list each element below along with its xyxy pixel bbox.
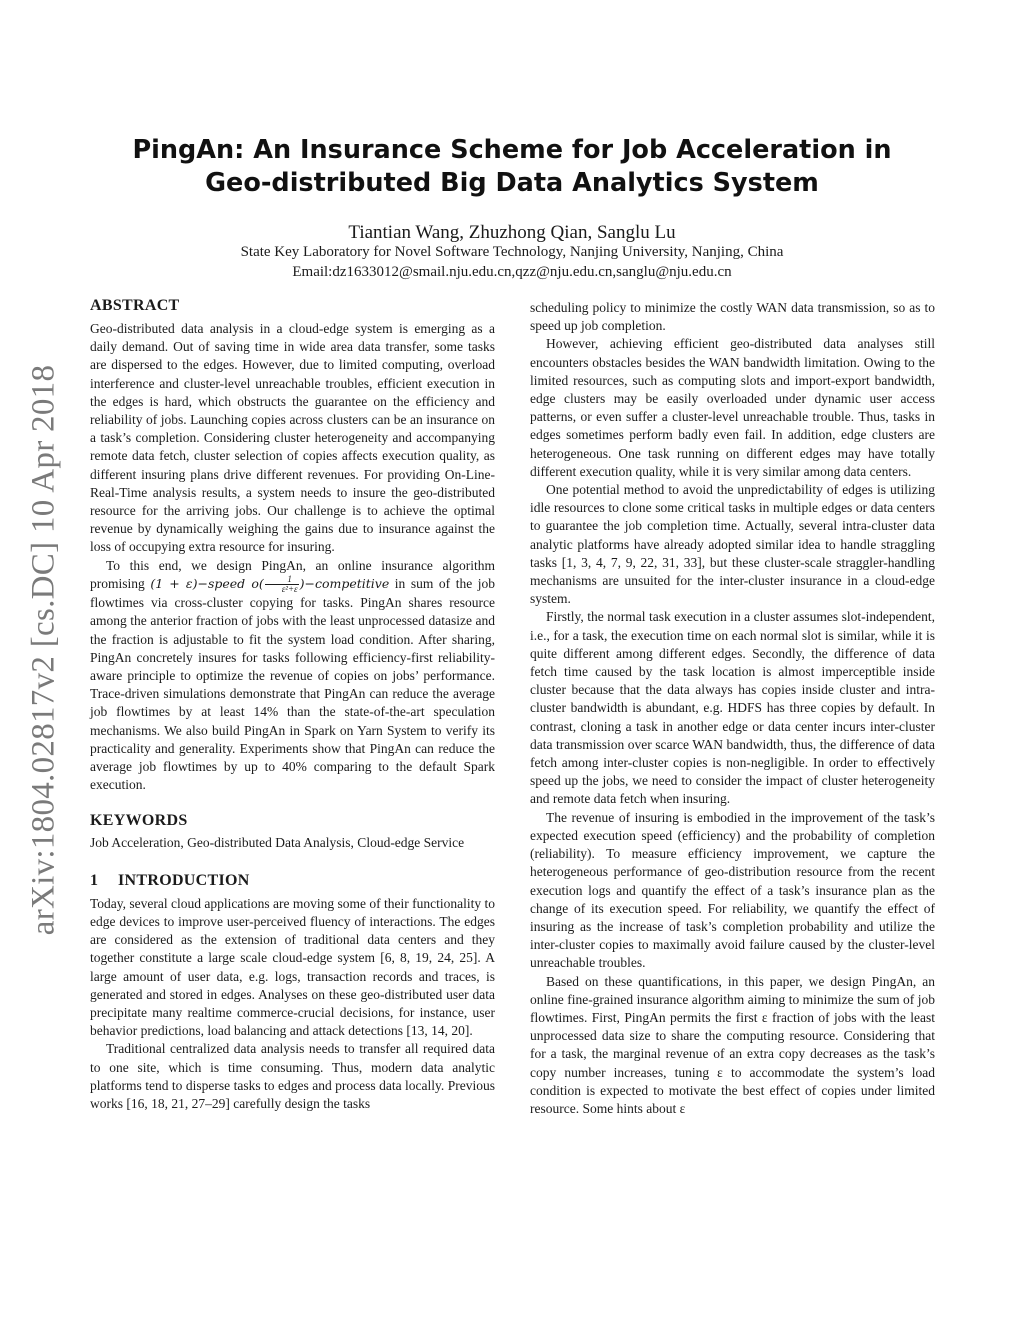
body-paragraph-5: The revenue of insuring is embodied in the improvement of the task’s expected execution speed (efficiency) and the probability of completion (reliability). To measure efficiency improvement, we capture the heterogeneous performance of geo-distribution resource from the recent execution logs and quantify the effect of a task’s insurance plan as the change of its execution speed. For reliability, we quantify the effect of insuring as the increase of task’s completion probability and utilize the inter-cluster copies to maximally avoid failure caused by the cluster-level unreachable troubles.: [530, 809, 935, 971]
abstract-paragraph-2: [90, 557, 495, 795]
author-affiliation: State Key Laboratory for Novel Software Technology, Nanjing University, Nanjing, China: [240, 244, 784, 260]
fraction-numerator: 1: [265, 575, 299, 585]
author-list: Tiantian Wang, Zhuzhong Qian, Sanglu Lu: [348, 222, 676, 243]
author-email: Email:dz1633012@smail.nju.edu.cn,qzz@nju.edu.cn,sanglu@nju.edu.cn: [292, 264, 732, 280]
arxiv-identifier-text: arXiv:1804.02817v2 [cs.DC] 10 Apr 2018: [25, 364, 62, 936]
abstract-paragraph-1: Geo-distributed data analysis in a cloud-edge system is emerging as a daily demand. Out of saving time in wide area data transfer, some tasks are dispersed to the edges. However, due to limited computing, overload interference and cluster-level unreachable troubles, efficient execution in the edges is hard, which obstructs the guarantee on the efficiency and reliability of jobs. Launching copies across clusters can be an insurance on a task’s completion. Considering cluster heterogeneity and accompanying remote data fetch, cluster selection of copies affects execution quality, as different insuring plans drive different revenues. For providing On-Line-Real-Time analysis results, a system needs to insure the geo-distributed resource for the arriving jobs. Our challenge is to achieve the optimal revenue by dynamically weighing the gains due to insurance against the loss of occupying extra resource for insuring.: [90, 321, 495, 555]
body-paragraph-6: Based on these quantifications, in this paper, we design PingAn, an online fine-grained insurance algorithm aiming to minimize the sum of job flowtimes. First, PingAn permits the first ε fraction of jobs with the least unprocessed data size to share the computing resource. Considering that for a task, the marginal revenue of an extra copy decreases as the task’s copy number increases, tuning ε to accommodate the system’s load condition is expected to motivate the best effect of copies under limited resource. Some hints about ε: [530, 973, 935, 1116]
keywords-heading: KEYWORDS: [90, 812, 188, 830]
abstract-p2-lead-text: To this end, we design PingAn, an online insurance algorithm promising: [90, 557, 495, 591]
abstract-heading: ABSTRACT: [90, 297, 180, 314]
competitive-expression: )−competitive: [299, 575, 390, 591]
speed-expression: (1 + ε)−speed o(: [150, 575, 264, 591]
introduction-paragraph-2: Traditional centralized data analysis needs to transfer all required data to one site, which is time consuming. Thus, modern data analytic platforms tend to disperse tasks to edges and process data locally. Previous works [16, 18, 21, 27–29] carefully design the tasks: [90, 1041, 495, 1111]
competitive-ratio-fraction: [265, 575, 299, 594]
right-column: [530, 299, 935, 1118]
fraction-denominator: ε²+ε: [281, 584, 298, 595]
introduction-paragraph-1: Today, several cloud applications are moving some of their functionality to edge devices to improve user-perceived fluency of interactions. The edges are considered as the extension of traditional data centers and they together constitute a large scale cloud-edge system [6, 8, 19, 24, 25]. A large amount of user data, e.g. logs, transaction records and traces, is generated and stored in edges. Analyses on these geo-distributed user data precipitate many realtime commerce-crucial decisions, for instance, user behavior predictions, load balancing and attack detections [13, 14, 20].: [90, 895, 495, 1039]
abstract-p2-rest-text: in sum of the job flowtimes via cross-cluster copying for tasks. PingAn shares resource among the anterior fraction of jobs with the least unprocessed datasize and the fraction is adjustable to fit the system load condition. After sharing, PingAn concretely insures for tasks following efficiency-first reliability-aware principle to optimize the revenue of copies on jobs’ performance. Trace-driven simulations demonstrate that PingAn can reduce the average job flowtimes by at least 14% than the state-of-the-art speculation mechanisms. We also build PingAn in Spark on Yarn System to verify its practicality and generality. Experiments show that PingAn can reduce the average job flowtimes by up to 40% comparing to the default Spark execution.: [90, 575, 495, 793]
section-title: INTRODUCTION: [118, 871, 250, 889]
introduction-heading: [90, 871, 495, 891]
keywords-text: Job Acceleration, Geo-distributed Data Analysis, Cloud-edge Service: [90, 835, 465, 851]
left-column: [90, 296, 495, 1113]
body-paragraph-4: Firstly, the normal task execution in a cluster assumes slot-independent, i.e., for a task, the execution time on each normal slot is similar, while it is quite different among different edges. Secondly, the difference of data fetch time caused by the task location is almost imperceptible inside cluster because that the data always has copies inside cluster and intra-cluster bandwidth is abundant, e.g. HDFS has three copies by default. In contrast, cloning a task in another edge or data center incurs inter-cluster data transmission over scarce WAN bandwidth, thus, the difference of data fetch among inter-cluster copies is non-negligible. In order to effectively speed up the jobs, we need to consider the impact of cluster heterogeneity and remote data fetch when insuring.: [530, 609, 935, 807]
arxiv-identifier-stamp: [22, 350, 66, 950]
body-paragraph-1: scheduling policy to minimize the costly WAN data transmission, so as to speed up job completion.: [530, 300, 935, 334]
paper-title: PingAn: An Insurance Scheme for Job Acceleration in Geo-distributed Big Data Analytics System: [132, 135, 892, 198]
body-paragraph-2: However, achieving efficient geo-distributed data analyses still encounters obstacles besides the WAN bandwidth limitation. Owing to the limited resources, such as computing slots and import-export bandwidth, edge clusters may be easily overloaded under dynamic user access patterns, or even suffer a cluster-level unreachable trouble. Thus, tasks in edges sometimes perform badly even fail. In addition, edge clusters are heterogeneous. One task running on different edges may have totally different execution quality, while it is very similar among data centers.: [530, 336, 935, 479]
body-paragraph-3: One potential method to avoid the unpredictability of edges is utilizing idle resources to clone some critical tasks in multiple edges or data centers to guarantee the job completion time. Actually, several intra-cluster data analytic platforms have already adopted similar idea to handle straggling tasks [1, 3, 4, 7, 9, 22, 31, 33], but these cluster-scale straggler-handling mechanisms are unsuited for the inter-cluster insurance in a cloud-edge system.: [530, 482, 935, 607]
section-number: 1: [90, 871, 99, 889]
